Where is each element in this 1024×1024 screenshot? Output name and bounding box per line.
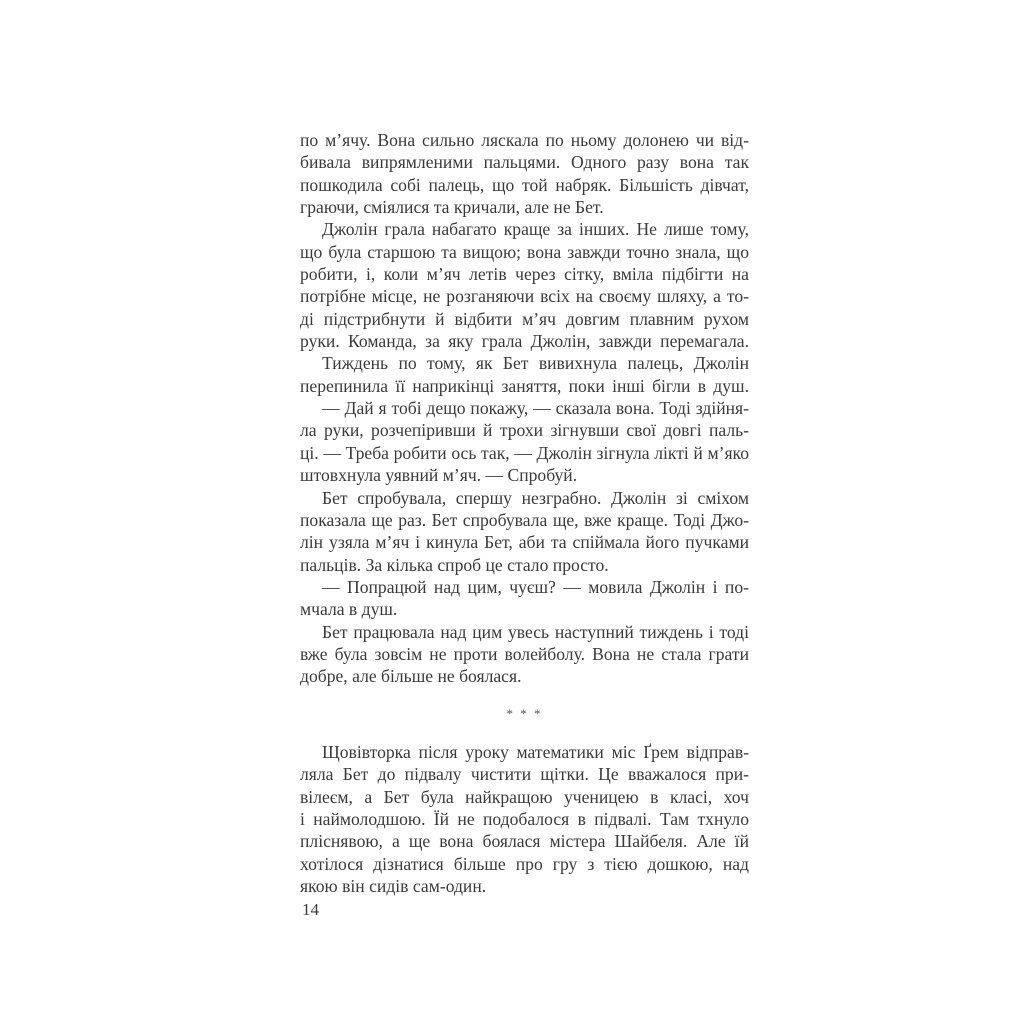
section-separator: * * * <box>506 705 543 721</box>
text-line: якою він сидів сам-один. <box>300 876 487 896</box>
text-line: робити, і, коли м’яч летів через сітку, вміла підбігти на <box>300 264 749 285</box>
book-page-text <box>300 129 749 897</box>
text-line: добре, але більше не боялася. <box>300 666 522 687</box>
text-line: штовхнула уявний м’яч. — Спробуй. <box>300 465 578 486</box>
text-line: перепинила її наприкінці заняття, поки інші бігли в душ. <box>300 375 749 396</box>
text-line: пальців. За кілька спроб це стало просто. <box>300 554 609 575</box>
text-line: по м’ячу. Вона сильно ляскала по ньому долонею чи від- <box>300 130 749 150</box>
text-line: мчала в душ. <box>300 599 398 620</box>
text-line: ці. — Треба робити ось так, — Джолін зігнула лікті й м’яко <box>300 442 749 463</box>
text-line: Щовівторка після уроку математики міс Ґрем відправ- <box>322 741 749 762</box>
text-line: бивала випрямленими пальцями. Одного разу вона так <box>300 152 749 173</box>
page-number: 14 <box>302 900 319 919</box>
text-line: Бет працювала над цим увесь наступний тиждень і тоді <box>322 621 749 642</box>
section-two <box>300 741 749 897</box>
text-line: хотілося дізнатися більше про гру з тією дошкою, над <box>300 853 749 874</box>
text-line: — Попрацюй над цим, чуєш? — мовила Джолін і по- <box>322 576 749 597</box>
text-line: руки. Команда, за яку грала Джолін, завжди перемагала. <box>300 331 749 352</box>
text-line: граючи, сміялися та кричали, але не Бет. <box>300 197 604 218</box>
text-line: Бет спробувала, спершу незграбно. Джолін зі сміхом <box>322 487 749 508</box>
text-line: Джолін грала набагато краще за інших. Не лише тому, <box>322 219 749 240</box>
section-one <box>300 129 749 688</box>
text-line: лін узяла м’яч і кинула Бет, аби та спіймала його пучками <box>300 532 749 553</box>
text-line: вілеєм, а Бет була найкращою ученицею в класі, хоч <box>300 786 749 807</box>
text-line: ла руки, розчепіривши й трохи зігнувши свої довгі паль- <box>300 420 749 441</box>
text-line: вже була зовсім не проти волейболу. Вона не стала грати <box>300 643 749 664</box>
text-line: Тиждень по тому, як Бет вивихнула палець, Джолін <box>322 353 749 374</box>
text-line: пліснявою, а ще вона боялася містера Шайбеля. Але їй <box>300 831 749 852</box>
text-line: ляла Бет до підвалу чистити щітки. Це вважалося при- <box>300 764 749 785</box>
text-line: ді підстрибнути й відбити м’яч довгим плавним рухом <box>300 308 749 329</box>
text-line: — Дай я тобі дещо покажу, — сказала вона. Тоді здійня- <box>322 398 749 419</box>
text-line: показала ще раз. Бет спробувала ще, вже краще. Тоді Джо- <box>300 509 749 530</box>
text-line: і наймолодшою. Їй не подобалося в підвалі. Там тхнуло <box>300 808 749 829</box>
text-line: пошкодила собі палець, що той набряк. Більшість дівчат, <box>300 174 749 195</box>
text-line: потрібне місце, не розганяючи всіх на своєму шляху, а то- <box>300 286 749 307</box>
text-line: що була старшою та вищою; вона завжди точно знала, що <box>300 241 749 262</box>
